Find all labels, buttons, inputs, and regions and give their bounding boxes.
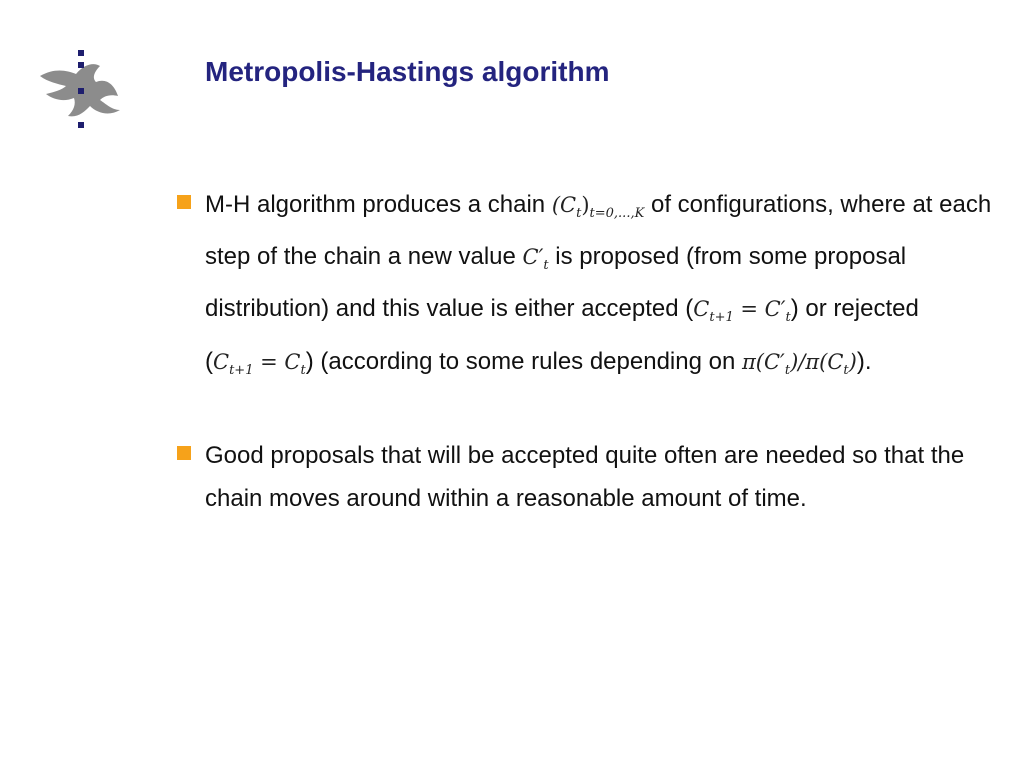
bullet-item-good-proposals [175,434,1005,520]
formula-rejected: $C_{t+1} = C_t$ [213,349,306,378]
formula-accepted: $C_{t+1} = C'_t$ [693,297,791,326]
helsinki-flame-logo-icon [34,44,130,140]
bullet-text: Good proposals that will be accepted quite often are needed so that the chain moves around within a reasonable amount of time. [205,441,965,512]
formula-proposed-value: $C'_t$ [522,245,549,274]
bullet-text: M-H algorithm produces a chain $(C_t)_{t=0,...,K}$ of configurations, where at each step of the chain a new value $C'_t$ is proposed (from some proposal distribution) and this value is either accepted $(C_{t+1} = C'_t)$ or rejected $(C_{t+1} = C_t)$ (according to some rules depending on $\pi(C'_t)/\pi(C_t)$). [205,191,992,378]
formula-ratio: $\pi(C'_t)/\pi(C_t)$ [741,349,857,378]
bullet-square-icon [177,446,191,460]
slide-title: Metropolis-Hastings algorithm [205,56,610,87]
bullet-square-icon [177,195,191,209]
bullet-item-mh-chain [175,183,1005,392]
formula-chain: $(C_t)_{t=0,...,K}$ [551,193,645,222]
bullet-list [175,183,1005,562]
